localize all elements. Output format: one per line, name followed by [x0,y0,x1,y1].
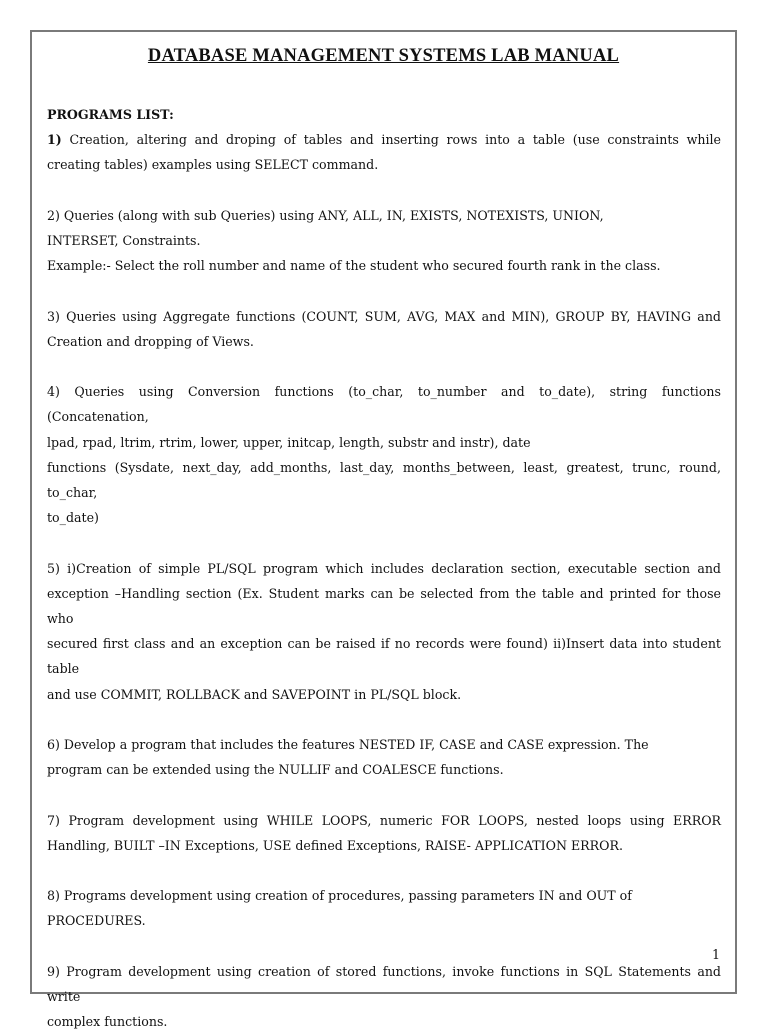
page-number: 1 [711,947,720,962]
program-line: secured first class and an exception can be raised if no records were found) ii)Insert data into student table [47,636,721,677]
programs-list [47,102,721,1034]
program-line: 4) Queries using Conversion functions (to_char, to_number and to_date), string functions (Concatenation, [47,384,721,425]
program-item-1 [47,127,721,177]
program-line: to_date) [47,510,99,526]
program-line: program can be extended using the NULLIF and COALESCE functions. [47,762,504,778]
program-line: Example:- Select the roll number and name of the student who secured fourth rank in the class. [47,258,661,274]
program-item-4 [47,379,721,530]
program-line: 1) Creation, altering and droping of tables and inserting rows into a table (use constraints while [47,132,721,148]
program-item-2 [47,203,721,279]
program-line: 3) Queries using Aggregate functions (COUNT, SUM, AVG, MAX and MIN), GROUP BY, HAVING and [47,308,721,324]
program-number: 1) [47,132,62,148]
program-line: creating tables) examples using SELECT command. [47,157,379,173]
program-line: 6) Develop a program that includes the features NESTED IF, CASE and CASE expression. The [47,737,649,752]
program-item-6 [47,732,721,782]
program-line: exception –Handling section (Ex. Student marks can be selected from the table and printed for those who [47,585,721,626]
program-line: functions (Sysdate, next_day, add_months, last_day, months_between, least, greatest, trunc, round, to_char, [47,459,721,500]
program-line: 8) Programs development using creation of procedures, passing parameters IN and OUT of [47,888,632,904]
program-line: PROCEDURES. [47,913,146,929]
program-line: lpad, rpad, ltrim, rtrim, lower, upper, initcap, length, substr and instr), date [47,434,531,450]
program-line: complex functions. [47,1014,168,1030]
program-line: 2) Queries (along with sub Queries) using ANY, ALL, IN, EXISTS, NOTEXISTS, UNION, [47,207,604,223]
program-line: Handling, BUILT –IN Exceptions, USE defined Exceptions, RAISE- APPLICATION ERROR. [47,837,623,853]
program-item-8 [47,883,721,933]
program-line: 7) Program development using WHILE LOOPS, numeric FOR LOOPS, nested loops using ERROR [47,812,721,828]
program-item-3 [47,304,721,354]
program-line: 5) i)Creation of simple PL/SQL program which includes declaration section, executable section and [47,560,721,576]
program-line: and use COMMIT, ROLLBACK and SAVEPOINT in PL/SQL block. [47,686,462,702]
document-title: DATABASE MANAGEMENT SYSTEMS LAB MANUAL [147,46,620,66]
programs-heading: PROGRAMS LIST: [47,107,174,122]
program-line: INTERSET, Constraints. [47,233,201,248]
program-item-5 [47,556,721,707]
program-item-9 [47,959,721,1034]
program-line: 9) Program development using creation of stored functions, invoke functions in SQL Statements and write [47,963,721,1004]
document-page [30,30,737,1030]
program-line: Creation and dropping of Views. [47,333,254,349]
program-item-7 [47,808,721,858]
